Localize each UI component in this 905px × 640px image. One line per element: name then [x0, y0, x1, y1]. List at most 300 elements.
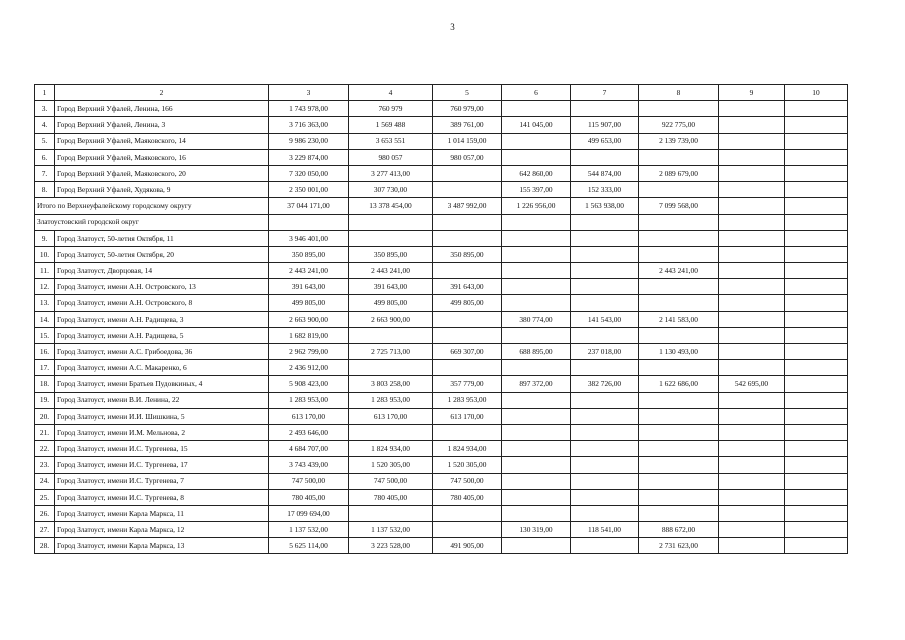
address-cell: Город Верхний Уфалей, Ленина, 166	[55, 101, 269, 117]
amount-cell: 141 045,00	[502, 117, 571, 133]
section-label: Златоустовский городской округ	[35, 214, 269, 230]
amount-cell	[719, 424, 785, 440]
amount-cell	[571, 263, 639, 279]
address-cell: Город Верхний Уфалей, Худякова, 9	[55, 182, 269, 198]
amount-cell	[571, 149, 639, 165]
amount-cell: 642 860,00	[502, 165, 571, 181]
amount-cell: 613 170,00	[269, 408, 349, 424]
header-cell: 4	[349, 85, 433, 101]
row-number-cell: 6.	[35, 149, 55, 165]
amount-cell	[433, 522, 502, 538]
amount-cell: 2 962 799,00	[269, 344, 349, 360]
amount-cell	[785, 376, 848, 392]
address-cell: Город Златоуст, имени А.С. Макаренко, 6	[55, 360, 269, 376]
amount-cell: 2 141 583,00	[639, 311, 719, 327]
amount-cell: 382 726,00	[571, 376, 639, 392]
row-number-cell: 17.	[35, 360, 55, 376]
amount-cell	[785, 182, 848, 198]
amount-cell	[785, 295, 848, 311]
amount-cell	[433, 263, 502, 279]
amount-cell: 1 743 978,00	[269, 101, 349, 117]
amount-cell	[785, 344, 848, 360]
row-number-cell: 4.	[35, 117, 55, 133]
address-cell: Город Верхний Уфалей, Маяковского, 14	[55, 133, 269, 149]
amount-cell: 1 137 532,00	[269, 522, 349, 538]
amount-cell: 380 774,00	[502, 311, 571, 327]
amount-cell: 350 895,00	[433, 246, 502, 262]
table-row	[35, 424, 848, 440]
section-cell	[639, 214, 719, 230]
amount-cell: 747 500,00	[349, 473, 433, 489]
amount-cell	[502, 424, 571, 440]
amount-cell	[433, 424, 502, 440]
amount-cell: 391 643,00	[433, 279, 502, 295]
amount-cell	[785, 441, 848, 457]
amount-cell	[785, 522, 848, 538]
table-row	[35, 505, 848, 521]
amount-cell	[719, 473, 785, 489]
table-row	[35, 473, 848, 489]
amount-cell	[785, 101, 848, 117]
row-number-cell: 3.	[35, 101, 55, 117]
amount-cell	[433, 165, 502, 181]
amount-cell	[639, 408, 719, 424]
amount-cell	[571, 327, 639, 343]
amount-cell: 2 443 241,00	[269, 263, 349, 279]
amount-cell: 1 130 493,00	[639, 344, 719, 360]
amount-cell	[785, 457, 848, 473]
amount-cell	[502, 441, 571, 457]
amount-cell: 980 057	[349, 149, 433, 165]
amount-cell	[785, 230, 848, 246]
table-row	[35, 408, 848, 424]
amount-cell	[571, 441, 639, 457]
amount-cell	[719, 408, 785, 424]
amount-cell: 3 277 413,00	[349, 165, 433, 181]
address-cell: Город Златоуст, 50-летия Октября, 20	[55, 246, 269, 262]
amount-cell: 747 500,00	[269, 473, 349, 489]
row-number-cell: 5.	[35, 133, 55, 149]
amount-cell: 897 372,00	[502, 376, 571, 392]
header-cell: 5	[433, 85, 502, 101]
amount-cell	[502, 295, 571, 311]
amount-cell	[639, 246, 719, 262]
section-cell	[502, 214, 571, 230]
address-cell: Город Верхний Уфалей, Ленина, 3	[55, 117, 269, 133]
amount-cell: 2 663 900,00	[349, 311, 433, 327]
amount-cell	[639, 392, 719, 408]
amount-cell: 499 805,00	[349, 295, 433, 311]
section-cell	[349, 214, 433, 230]
address-cell: Город Златоуст, Дворцовая, 14	[55, 263, 269, 279]
amount-cell: 130 319,00	[502, 522, 571, 538]
amount-cell	[719, 279, 785, 295]
amount-cell: 2 443 241,00	[639, 263, 719, 279]
amount-cell	[719, 246, 785, 262]
amount-cell	[349, 424, 433, 440]
amount-cell	[785, 133, 848, 149]
amount-cell: 5 908 423,00	[269, 376, 349, 392]
amount-cell	[785, 538, 848, 554]
amount-cell: 3 716 363,00	[269, 117, 349, 133]
amount-cell	[349, 505, 433, 521]
address-cell: Город Верхний Уфалей, Маяковского, 16	[55, 149, 269, 165]
amount-cell	[502, 230, 571, 246]
amount-cell	[349, 360, 433, 376]
amount-cell: 391 643,00	[349, 279, 433, 295]
header-cell: 7	[571, 85, 639, 101]
amount-cell	[719, 441, 785, 457]
amount-cell	[571, 392, 639, 408]
amount-cell: 17 099 694,00	[269, 505, 349, 521]
amount-cell	[639, 327, 719, 343]
amount-cell	[502, 133, 571, 149]
amount-cell: 3 946 401,00	[269, 230, 349, 246]
table-row	[35, 392, 848, 408]
table-row	[35, 182, 848, 198]
amount-cell	[719, 489, 785, 505]
amount-cell	[571, 538, 639, 554]
address-cell: Город Златоуст, имени А.С. Грибоедова, 36	[55, 344, 269, 360]
amount-cell	[785, 311, 848, 327]
amount-cell	[719, 392, 785, 408]
page-number: 3	[450, 22, 455, 32]
amount-cell: 1 283 953,00	[349, 392, 433, 408]
amount-cell	[349, 327, 433, 343]
amount-cell: 688 895,00	[502, 344, 571, 360]
amount-cell	[571, 408, 639, 424]
amount-cell: 780 405,00	[269, 489, 349, 505]
amount-cell	[719, 149, 785, 165]
address-cell: Город Златоуст, имени Карла Маркса, 11	[55, 505, 269, 521]
amount-cell	[639, 424, 719, 440]
amount-cell: 155 397,00	[502, 182, 571, 198]
amount-cell: 391 643,00	[269, 279, 349, 295]
table-row	[35, 344, 848, 360]
amount-cell: 4 684 707,00	[269, 441, 349, 457]
amount-cell	[433, 182, 502, 198]
amount-cell: 760 979,00	[433, 101, 502, 117]
amount-cell	[639, 473, 719, 489]
row-number-cell: 24.	[35, 473, 55, 489]
row-number-cell: 15.	[35, 327, 55, 343]
amount-cell	[571, 457, 639, 473]
total-amount-cell: 7 099 568,00	[639, 198, 719, 214]
amount-cell: 542 695,00	[719, 376, 785, 392]
amount-cell	[571, 360, 639, 376]
table-row	[35, 263, 848, 279]
table-row	[35, 538, 848, 554]
table-row	[35, 441, 848, 457]
header-cell: 6	[502, 85, 571, 101]
address-cell: Город Златоуст, имени Карла Маркса, 12	[55, 522, 269, 538]
amount-cell: 2 663 900,00	[269, 311, 349, 327]
amount-cell	[785, 149, 848, 165]
amount-cell	[502, 489, 571, 505]
row-number-cell: 25.	[35, 489, 55, 505]
amount-cell	[502, 327, 571, 343]
row-number-cell: 7.	[35, 165, 55, 181]
amount-cell	[785, 263, 848, 279]
amount-cell	[785, 424, 848, 440]
address-cell: Город Златоуст, имени И.И. Шишкина, 5	[55, 408, 269, 424]
row-number-cell: 12.	[35, 279, 55, 295]
amount-cell	[785, 117, 848, 133]
amount-cell	[571, 279, 639, 295]
amount-cell: 780 405,00	[433, 489, 502, 505]
amount-cell	[785, 489, 848, 505]
total-row	[35, 198, 848, 214]
amount-cell: 544 874,00	[571, 165, 639, 181]
table-row	[35, 149, 848, 165]
amount-cell: 237 018,00	[571, 344, 639, 360]
amount-cell	[571, 230, 639, 246]
total-amount-cell	[719, 198, 785, 214]
amount-cell	[719, 101, 785, 117]
address-cell: Город Златоуст, имени И.С. Тургенева, 8	[55, 489, 269, 505]
row-number-cell: 11.	[35, 263, 55, 279]
row-number-cell: 23.	[35, 457, 55, 473]
amount-cell	[502, 263, 571, 279]
amount-cell	[719, 344, 785, 360]
amount-cell	[785, 327, 848, 343]
amount-cell	[502, 392, 571, 408]
amount-cell: 350 895,00	[269, 246, 349, 262]
amount-cell	[639, 101, 719, 117]
amount-cell	[502, 360, 571, 376]
amount-cell	[433, 230, 502, 246]
amount-cell: 141 543,00	[571, 311, 639, 327]
total-amount-cell: 1 563 938,00	[571, 198, 639, 214]
amount-cell	[639, 457, 719, 473]
amount-cell	[571, 101, 639, 117]
total-amount-cell: 13 378 454,00	[349, 198, 433, 214]
amount-cell	[433, 327, 502, 343]
table-row	[35, 101, 848, 117]
amount-cell	[719, 457, 785, 473]
amount-cell: 1 824 934,00	[433, 441, 502, 457]
address-cell: Город Златоуст, имени И.С. Тургенева, 17	[55, 457, 269, 473]
table-row	[35, 522, 848, 538]
amount-cell	[502, 505, 571, 521]
amount-cell: 3 229 874,00	[269, 149, 349, 165]
table-row	[35, 246, 848, 262]
amount-cell	[639, 441, 719, 457]
amount-cell	[719, 295, 785, 311]
table-row	[35, 360, 848, 376]
address-cell: Город Златоуст, имени Братьев Пудовкиных, 4	[55, 376, 269, 392]
amount-cell: 1 283 953,00	[433, 392, 502, 408]
amount-cell: 613 170,00	[349, 408, 433, 424]
amount-cell: 1 622 686,00	[639, 376, 719, 392]
amount-cell	[502, 246, 571, 262]
header-cell: 10	[785, 85, 848, 101]
amount-cell	[502, 408, 571, 424]
row-number-cell: 9.	[35, 230, 55, 246]
amount-cell: 3 223 528,00	[349, 538, 433, 554]
amount-cell: 499 805,00	[269, 295, 349, 311]
amount-cell	[571, 505, 639, 521]
amount-cell	[639, 149, 719, 165]
amount-cell	[433, 505, 502, 521]
amount-cell	[502, 149, 571, 165]
amount-cell	[571, 295, 639, 311]
row-number-cell: 19.	[35, 392, 55, 408]
amount-cell	[719, 230, 785, 246]
address-cell: Город Златоуст, имени А.Н. Радищева, 5	[55, 327, 269, 343]
amount-cell	[639, 489, 719, 505]
section-cell	[433, 214, 502, 230]
row-number-cell: 22.	[35, 441, 55, 457]
amount-cell	[571, 246, 639, 262]
total-amount-cell: 3 487 992,00	[433, 198, 502, 214]
amount-cell	[719, 263, 785, 279]
amount-cell: 2 139 739,00	[639, 133, 719, 149]
amount-cell: 747 500,00	[433, 473, 502, 489]
row-number-cell: 16.	[35, 344, 55, 360]
total-amount-cell: 37 044 171,00	[269, 198, 349, 214]
total-label: Итого по Верхнеуфалейскому городскому округу	[35, 198, 269, 214]
amount-cell	[639, 182, 719, 198]
amount-cell: 2 493 646,00	[269, 424, 349, 440]
amount-cell	[719, 538, 785, 554]
table-row	[35, 133, 848, 149]
row-number-cell: 20.	[35, 408, 55, 424]
amount-cell	[502, 279, 571, 295]
header-row	[35, 85, 848, 101]
amount-cell: 1 520 305,00	[349, 457, 433, 473]
amount-cell: 613 170,00	[433, 408, 502, 424]
address-cell: Город Златоуст, 50-летия Октября, 11	[55, 230, 269, 246]
section-cell	[719, 214, 785, 230]
amount-cell: 3 803 258,00	[349, 376, 433, 392]
amount-cell	[785, 279, 848, 295]
address-cell: Город Златоуст, имени В.И. Ленина, 22	[55, 392, 269, 408]
amount-cell	[502, 473, 571, 489]
amount-cell	[433, 311, 502, 327]
amount-cell	[349, 230, 433, 246]
amount-cell	[719, 505, 785, 521]
amount-cell: 357 779,00	[433, 376, 502, 392]
amount-cell: 2 436 912,00	[269, 360, 349, 376]
amount-cell: 389 761,00	[433, 117, 502, 133]
amount-cell	[785, 505, 848, 521]
amount-cell: 980 057,00	[433, 149, 502, 165]
amount-cell: 1 014 159,00	[433, 133, 502, 149]
amount-cell: 1 520 305,00	[433, 457, 502, 473]
amount-cell: 2 350 001,00	[269, 182, 349, 198]
amount-cell	[571, 473, 639, 489]
amount-cell: 499 805,00	[433, 295, 502, 311]
amount-cell	[785, 473, 848, 489]
amount-cell	[785, 360, 848, 376]
section-row	[35, 214, 848, 230]
row-number-cell: 13.	[35, 295, 55, 311]
amount-cell	[502, 457, 571, 473]
amount-cell: 350 895,00	[349, 246, 433, 262]
header-cell: 2	[55, 85, 269, 101]
amount-cell	[719, 311, 785, 327]
amount-cell: 115 907,00	[571, 117, 639, 133]
amount-cell	[639, 279, 719, 295]
header-cell: 9	[719, 85, 785, 101]
row-number-cell: 27.	[35, 522, 55, 538]
table-row	[35, 165, 848, 181]
table-row	[35, 457, 848, 473]
amount-cell: 7 320 050,00	[269, 165, 349, 181]
section-cell	[785, 214, 848, 230]
row-number-cell: 8.	[35, 182, 55, 198]
address-cell: Город Златоуст, имени А.Н. Радищева, 3	[55, 311, 269, 327]
address-cell: Город Златоуст, имени А.Н. Островского, 8	[55, 295, 269, 311]
amount-cell: 3 653 551	[349, 133, 433, 149]
amount-cell	[571, 424, 639, 440]
amount-cell	[785, 165, 848, 181]
amount-cell: 2 725 713,00	[349, 344, 433, 360]
amount-cell	[719, 327, 785, 343]
amount-cell: 1 824 934,00	[349, 441, 433, 457]
amount-cell: 760 979	[349, 101, 433, 117]
row-number-cell: 26.	[35, 505, 55, 521]
row-number-cell: 18.	[35, 376, 55, 392]
total-amount-cell: 1 226 956,00	[502, 198, 571, 214]
amount-cell: 1 137 532,00	[349, 522, 433, 538]
amount-cell: 118 541,00	[571, 522, 639, 538]
amount-cell: 2 089 679,00	[639, 165, 719, 181]
amount-cell	[639, 360, 719, 376]
amount-cell: 922 775,00	[639, 117, 719, 133]
table-row	[35, 295, 848, 311]
amount-cell	[719, 165, 785, 181]
header-cell: 8	[639, 85, 719, 101]
table-row	[35, 376, 848, 392]
table-row	[35, 311, 848, 327]
amount-cell	[639, 505, 719, 521]
amount-cell: 669 307,00	[433, 344, 502, 360]
table-row	[35, 117, 848, 133]
address-cell: Город Златоуст, имени Карла Маркса, 13	[55, 538, 269, 554]
address-cell: Город Верхний Уфалей, Маяковского, 20	[55, 165, 269, 181]
amount-cell	[433, 360, 502, 376]
header-cell: 1	[35, 85, 55, 101]
amount-cell	[639, 230, 719, 246]
table-row	[35, 489, 848, 505]
amount-cell: 888 672,00	[639, 522, 719, 538]
address-cell: Город Златоуст, имени И.С. Тургенева, 7	[55, 473, 269, 489]
amount-cell	[719, 360, 785, 376]
amount-cell	[785, 392, 848, 408]
amount-cell: 499 653,00	[571, 133, 639, 149]
amount-cell: 2 731 623,00	[639, 538, 719, 554]
amount-cell: 307 730,00	[349, 182, 433, 198]
table-row	[35, 327, 848, 343]
total-amount-cell	[785, 198, 848, 214]
row-number-cell: 28.	[35, 538, 55, 554]
amount-cell: 1 283 953,00	[269, 392, 349, 408]
row-number-cell: 21.	[35, 424, 55, 440]
amount-cell: 9 986 230,00	[269, 133, 349, 149]
address-cell: Город Златоуст, имени И.С. Тургенева, 15	[55, 441, 269, 457]
amount-cell	[719, 522, 785, 538]
amount-cell	[639, 295, 719, 311]
amount-cell	[571, 489, 639, 505]
amount-cell: 3 743 439,00	[269, 457, 349, 473]
row-number-cell: 10.	[35, 246, 55, 262]
section-cell	[571, 214, 639, 230]
amount-cell: 5 625 114,00	[269, 538, 349, 554]
amount-cell: 1 682 819,00	[269, 327, 349, 343]
address-cell: Город Златоуст, имени И.М. Мельнова, 2	[55, 424, 269, 440]
